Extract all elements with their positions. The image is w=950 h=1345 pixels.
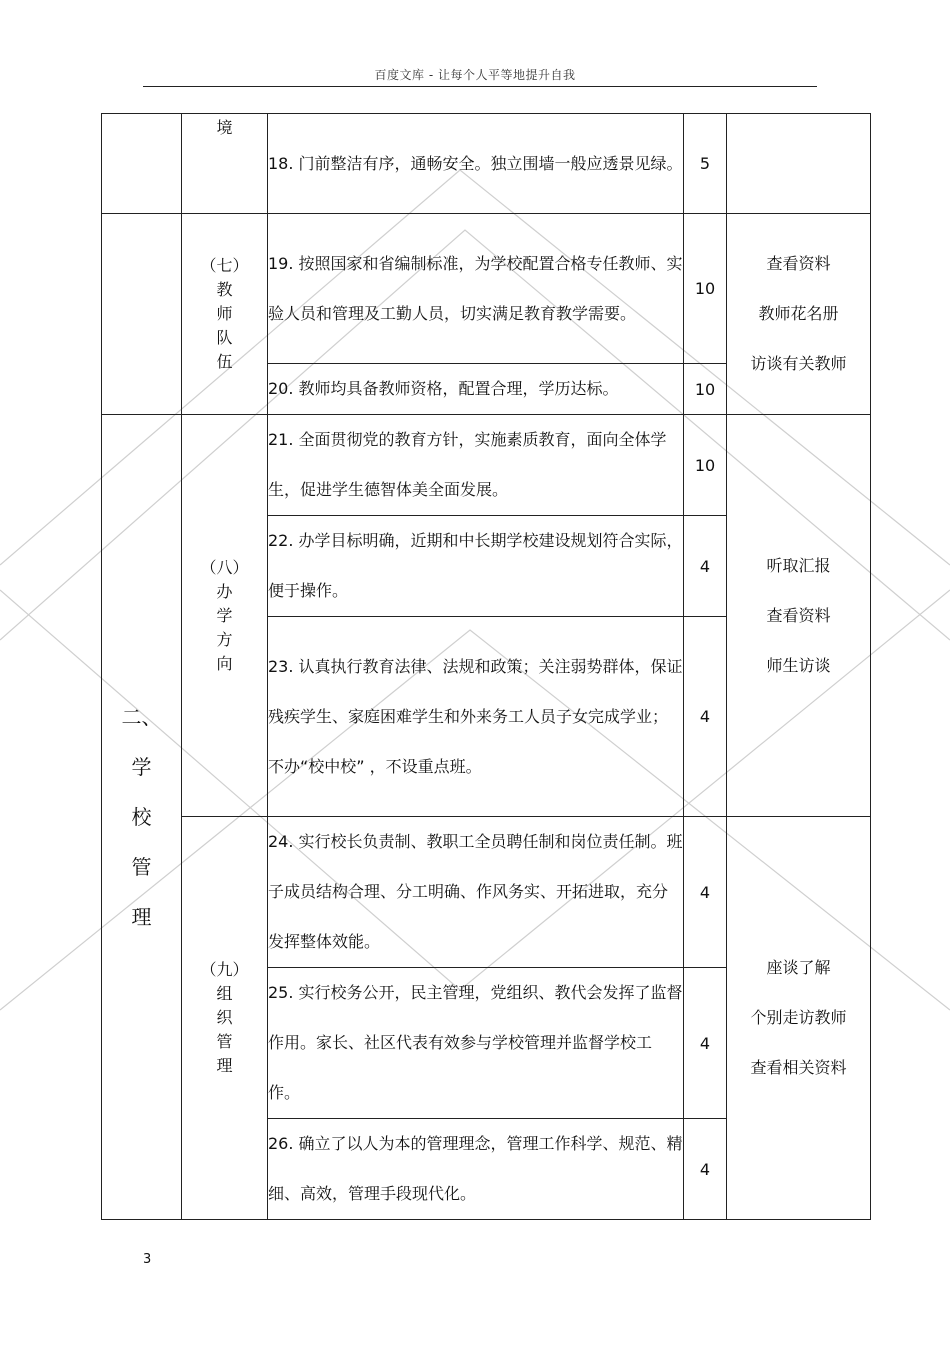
subcategory-organization-management: （九） 组 织 管 理 xyxy=(182,817,268,1220)
criterion-22: 22. 办学目标明确，近期和中长期学校建设规划符合实际，便于操作。 xyxy=(268,516,684,617)
criterion-18: 18. 门前整洁有序，通畅安全。独立围墙一般应透景见绿。 xyxy=(268,114,684,214)
section-cell-prev-2 xyxy=(102,214,182,415)
score-23: 4 xyxy=(684,617,727,817)
criterion-25: 25. 实行校务公开，民主管理，党组织、教代会发挥了监督作用。家长、社区代表有效参与学校管理并监督学校工作。 xyxy=(268,968,684,1119)
criterion-23: 23. 认真执行教育法律、法规和政策；关注弱势群体，保证残疾学生、家庭困难学生和外来务工人员子女完成学业；不办“校中校” ，不设重点班。 xyxy=(268,617,684,817)
score-21: 10 xyxy=(684,415,727,516)
method-school-direction: 听取汇报 查看资料 师生访谈 xyxy=(727,415,871,817)
page-header: 百度文库 - 让每个人平等地提升自我 xyxy=(374,68,576,82)
criterion-24: 24. 实行校长负责制、教职工全员聘任制和岗位责任制。班子成员结构合理、分工明确、作风务实、开拓进取，充分发挥整体效能。 xyxy=(268,817,684,968)
score-26: 4 xyxy=(684,1119,727,1220)
header-rule xyxy=(143,86,817,87)
section-school-management: 二、 学 校 管 理 xyxy=(102,415,182,1220)
table-row xyxy=(102,114,871,214)
method-organization-management: 座谈了解 个别走访教师 查看相关资料 xyxy=(727,817,871,1220)
criterion-26: 26. 确立了以人为本的管理理念，管理工作科学、规范、精细、高效，管理手段现代化。 xyxy=(268,1119,684,1220)
score-20: 10 xyxy=(684,364,727,415)
page-number: 3 xyxy=(143,1252,152,1267)
method-18 xyxy=(727,114,871,214)
evaluation-table xyxy=(101,113,871,1220)
method-teachers: 查看资料 教师花名册 访谈有关教师 xyxy=(727,214,871,415)
table-row xyxy=(102,817,871,968)
score-24: 4 xyxy=(684,817,727,968)
table-row xyxy=(102,214,871,364)
subcategory-environment: 境 xyxy=(182,114,268,214)
score-25: 4 xyxy=(684,968,727,1119)
score-22: 4 xyxy=(684,516,727,617)
score-19: 10 xyxy=(684,214,727,364)
section-cell-prev xyxy=(102,114,182,214)
score-18: 5 xyxy=(684,114,727,214)
subcategory-school-direction: （八） 办 学 方 向 xyxy=(182,415,268,817)
table-row xyxy=(102,415,871,516)
criterion-21: 21. 全面贯彻党的教育方针，实施素质教育，面向全体学生，促进学生德智体美全面发展。 xyxy=(268,415,684,516)
criterion-19: 19. 按照国家和省编制标准，为学校配置合格专任教师、实验人员和管理及工勤人员，切实满足教育教学需要。 xyxy=(268,214,684,364)
criterion-20: 20. 教师均具备教师资格，配置合理，学历达标。 xyxy=(268,364,684,415)
subcategory-teachers: （七） 教 师 队 伍 xyxy=(182,214,268,415)
